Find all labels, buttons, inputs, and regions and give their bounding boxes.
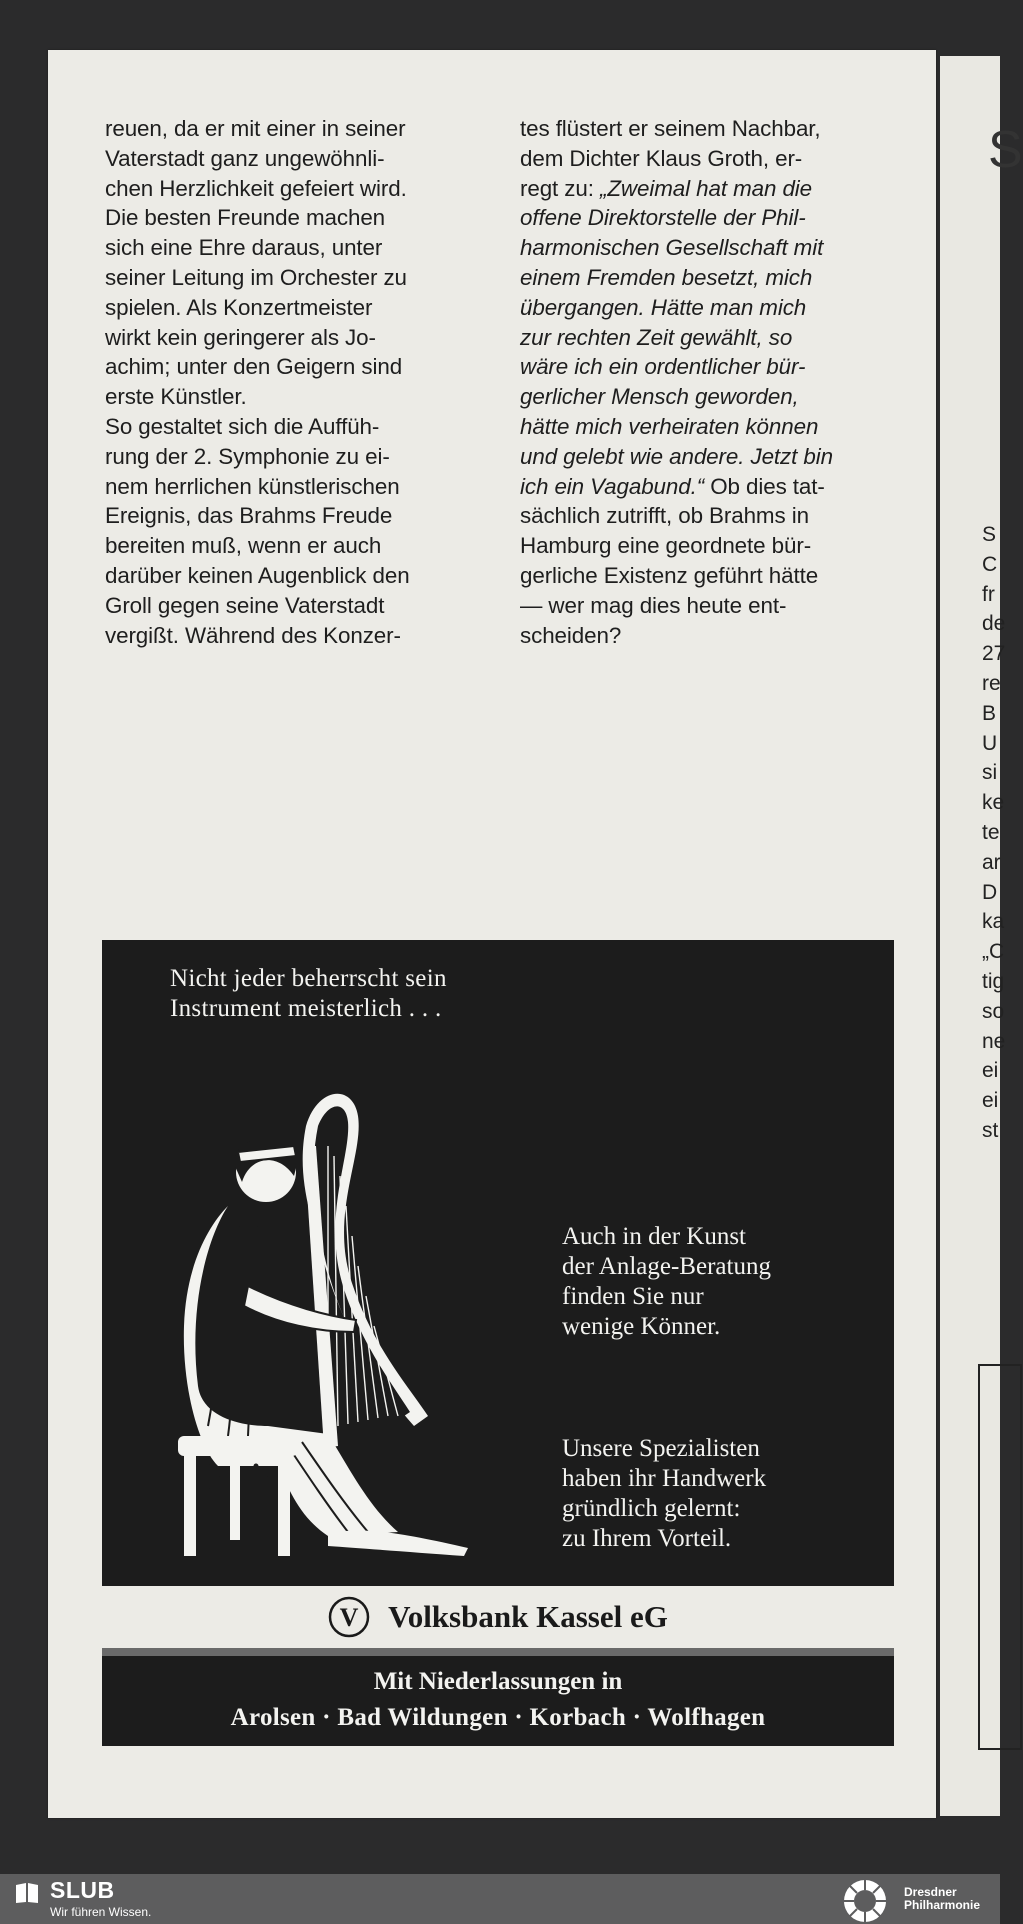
article-line: seiner Leitung im Orchester zu — [105, 264, 407, 290]
brahms-quote: gerlicher Mensch geworden, — [520, 384, 799, 410]
brahms-quote: harmonischen Gesellschaft mit — [520, 235, 824, 261]
article-line — [520, 442, 892, 472]
adjacent-text-fragment: ne — [982, 1029, 1006, 1053]
bank-name-row — [102, 1586, 894, 1648]
partner-name-line: Dresdner — [904, 1885, 957, 1899]
ad-end-line: Unsere Spezialisten — [562, 1435, 760, 1462]
article-line: spielen. Als Konzertmeister — [105, 294, 373, 320]
viewer-footer — [0, 1874, 1000, 1924]
ad-mid-line: der Anlage-Beratung — [562, 1253, 771, 1280]
adjacent-text-fragment: ke — [982, 791, 1005, 815]
library-name[interactable]: SLUB — [50, 1877, 115, 1903]
bank-logo-letter: V — [339, 1603, 359, 1632]
library-tagline: Wir führen Wissen. — [50, 1905, 152, 1919]
adjacent-text-fragment: re — [982, 672, 1001, 695]
brahms-quote: hätte mich verheiraten können — [520, 413, 819, 439]
adjacent-text-fragment: de — [982, 612, 1006, 636]
article-line — [520, 263, 892, 293]
article-line: dem Dichter Klaus Groth, er- — [520, 145, 803, 171]
article-line: Vaterstadt ganz ungewöhnli- — [105, 145, 385, 171]
adjacent-text-fragment: ka — [982, 910, 1005, 934]
article-line: scheiden? — [520, 622, 622, 648]
article-line: Die besten Freunde machen — [105, 205, 386, 231]
article-line: sächlich zutrifft, ob Brahms in — [520, 503, 809, 529]
article-line-segment: Ob dies tat- — [704, 473, 825, 499]
article-right-column — [520, 114, 892, 650]
ad-headline-line: Nicht jeder beherrscht sein — [170, 965, 447, 992]
ad-end-line: gründlich gelernt: — [562, 1495, 741, 1522]
brahms-quote: zur rechten Zeit gewählt, so — [520, 324, 793, 350]
adjacent-page-edge — [940, 56, 1023, 1816]
brochure-page — [48, 50, 936, 1818]
adjacent-text-fragment: D — [982, 880, 998, 904]
adjacent-text-fragment: st — [982, 1119, 999, 1142]
article-line: wirkt kein geringerer als Jo- — [105, 324, 376, 350]
article-line: So gestaltet sich die Auffüh- — [105, 413, 380, 439]
adjacent-box-frame — [978, 1364, 1022, 1750]
article-line: achim; unter den Geigern sind — [105, 354, 403, 380]
brahms-quote: wäre ich ein ordentlicher bür- — [520, 354, 806, 380]
adjacent-text-fragment: 27 — [982, 642, 1006, 666]
article-line: bereiten muß, wenn er auch — [105, 533, 382, 559]
article-line: Groll gegen seine Vaterstadt — [105, 592, 385, 618]
article-line: Ereignis, das Brahms Freude — [105, 503, 393, 529]
adjacent-text-fragment: so — [982, 999, 1005, 1023]
article-line — [520, 293, 892, 323]
ad-end-line: haben ihr Handwerk — [562, 1465, 767, 1492]
article-line: rung der 2. Symphonie zu ei- — [105, 443, 390, 469]
article-line — [520, 174, 892, 204]
branches-title: Mit Niederlassungen in — [373, 1668, 623, 1695]
article-line — [520, 203, 892, 233]
partner-name-line: Philharmonie — [904, 1898, 981, 1912]
slub-book-icon — [14, 1882, 40, 1904]
adjacent-text-fragment: S — [982, 523, 997, 546]
article-line: chen Herzlichkeit gefeiert wird. — [105, 175, 407, 201]
article-line: — wer mag dies heute ent- — [520, 592, 787, 618]
adjacent-text-fragment: U — [982, 731, 998, 755]
ad-mid-line: Auch in der Kunst — [562, 1223, 746, 1250]
adjacent-text-fragment: „C — [982, 940, 1005, 964]
brahms-quote: übergangen. Hätte man mich — [520, 294, 807, 320]
article-line: Hamburg eine geordnete bür- — [520, 533, 812, 559]
article-line — [520, 323, 892, 353]
article-line: darüber keinen Augenblick den — [105, 562, 410, 588]
ad-mid-line: finden Sie nur — [562, 1283, 704, 1310]
article-line: tes flüstert er seinem Nachbar, — [520, 116, 821, 141]
article-line: vergißt. Während des Konzer- — [105, 622, 401, 648]
article-line: nem herrlichen künstlerischen — [105, 473, 400, 499]
partner-name — [904, 1886, 980, 1912]
adjacent-text-fragment: ei — [982, 1089, 999, 1113]
article-line-segment: regt zu: — [520, 175, 600, 201]
article-line — [520, 412, 892, 442]
harpist-illustration — [178, 1086, 484, 1562]
article-line: sich eine Ehre daraus, unter — [105, 235, 383, 261]
adjacent-text-fragment: si — [982, 761, 998, 785]
article-line — [520, 472, 892, 502]
bank-name: Volksbank Kassel eG — [388, 1599, 668, 1634]
volksbank-logo-icon — [328, 1596, 370, 1638]
brahms-quote: einem Fremden besetzt, mich — [520, 264, 813, 290]
article-line — [520, 233, 892, 263]
article-line: erste Künstler. — [105, 384, 247, 410]
branches-band — [102, 1648, 894, 1746]
adjacent-text-fragment: ar — [982, 850, 1001, 874]
adjacent-text-fragment: tig — [982, 970, 1005, 993]
article-line — [520, 352, 892, 382]
ad-end-line: zu Ihrem Vorteil. — [562, 1525, 732, 1552]
band-stripe — [102, 1648, 894, 1656]
adjacent-text-fragment: C — [982, 552, 998, 576]
ad-mid-text — [562, 1222, 771, 1342]
article-line: reuen, da er mit einer in seiner — [105, 116, 406, 141]
brahms-quote: ich ein Vagabund.“ — [520, 473, 705, 499]
branches-list: Arolsen · Bad Wildungen · Korbach · Wolfhagen — [230, 1704, 766, 1731]
ad-end-text — [562, 1434, 766, 1554]
brahms-quote: und gelebt wie andere. Jetzt bin — [520, 443, 833, 469]
adjacent-heading-fragment: S — [988, 121, 1023, 179]
brahms-quote: offene Direktorstelle der Phil- — [520, 205, 806, 231]
adjacent-text-fragment: fr — [982, 582, 995, 606]
article-line — [520, 382, 892, 412]
adjacent-text-fragment: te — [982, 821, 1000, 844]
ad-headline-line: Instrument meisterlich . . . — [170, 995, 442, 1022]
philharmonie-logo-icon[interactable] — [842, 1878, 888, 1924]
brahms-quote: „Zweimal hat man die — [600, 175, 813, 201]
bank-advertisement — [102, 940, 894, 1746]
article-left-column — [105, 114, 477, 650]
adjacent-text-fragment: ei — [982, 1059, 999, 1083]
ad-mid-line: wenige Könner. — [562, 1313, 721, 1340]
adjacent-text-fragment: B — [982, 701, 997, 725]
ad-headline — [170, 964, 447, 1024]
ad-black-panel — [102, 940, 894, 1586]
article-line: gerliche Existenz geführt hätte — [520, 562, 819, 588]
